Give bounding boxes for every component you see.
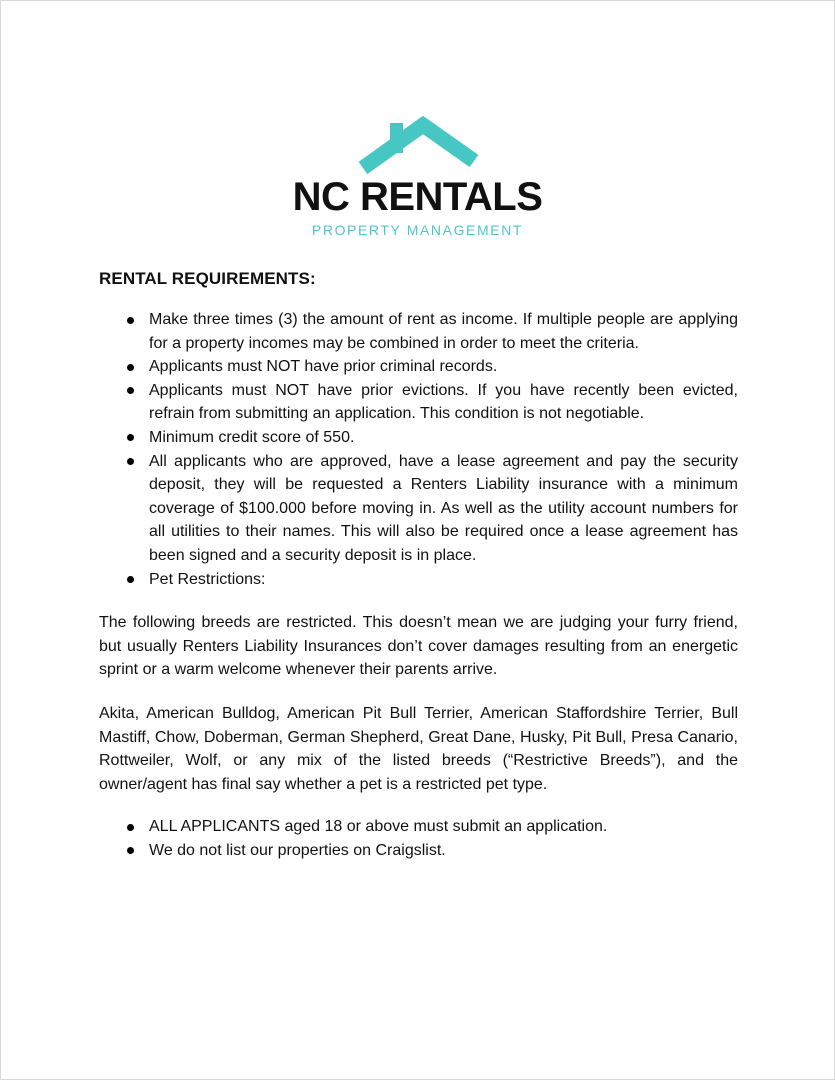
list-item: Applicants must NOT have prior criminal records. — [149, 355, 738, 379]
house-roof-icon — [1, 113, 834, 175]
document-page — [1, 113, 834, 862]
list-item: ALL APPLICANTS aged 18 or above must submit an application. — [149, 815, 738, 839]
list-item: Pet Restrictions: — [149, 568, 738, 592]
logo-tagline: PROPERTY MANAGEMENT — [311, 222, 524, 238]
list-item: Minimum credit score of 550. — [149, 426, 738, 450]
logo — [1, 113, 834, 237]
list-item: Applicants must NOT have prior evictions. If you have recently been evicted, refrain from submitting an application. This condition is not negotiable. — [149, 379, 738, 426]
section-heading: RENTAL REQUIREMENTS: — [99, 269, 316, 288]
logo-title: NC RENTALS — [292, 175, 543, 219]
list-item: Make three times (3) the amount of rent as income. If multiple people are applying for a property incomes may be combined in order to meet the criteria. — [149, 308, 738, 355]
document-body — [99, 269, 738, 862]
requirements-list — [99, 308, 738, 591]
list-item: We do not list our properties on Craigslist. — [149, 839, 738, 863]
application-notes-list — [99, 815, 738, 862]
list-item: All applicants who are approved, have a lease agreement and pay the security deposit, they will be requested a Renters Liability insurance with a minimum coverage of $100.000 before moving in. As well as the utility account numbers for all utilities to their names. This will also be required once a lease agreement has been signed and a security deposit is in place. — [149, 450, 738, 568]
paragraph-restricted-breeds: Akita, American Bulldog, American Pit Bull Terrier, American Staffordshire Terrier, Bull Mastiff, Chow, Doberman, German Shepherd, Great Dane, Husky, Pit Bull, Presa Canario, Rottweiler, Wolf, or any mix of the listed breeds (“Restrictive Breeds”), and the owner/agent has final say whether a pet is a restricted pet type. — [99, 704, 738, 793]
paragraph-restricted-intro: The following breeds are restricted. This doesn’t mean we are judging your furry friend, but usually Renters Liability Insurances don’t cover damages resulting from an energetic sprint or a warm welcome whenever their parents arrive. — [99, 614, 738, 679]
